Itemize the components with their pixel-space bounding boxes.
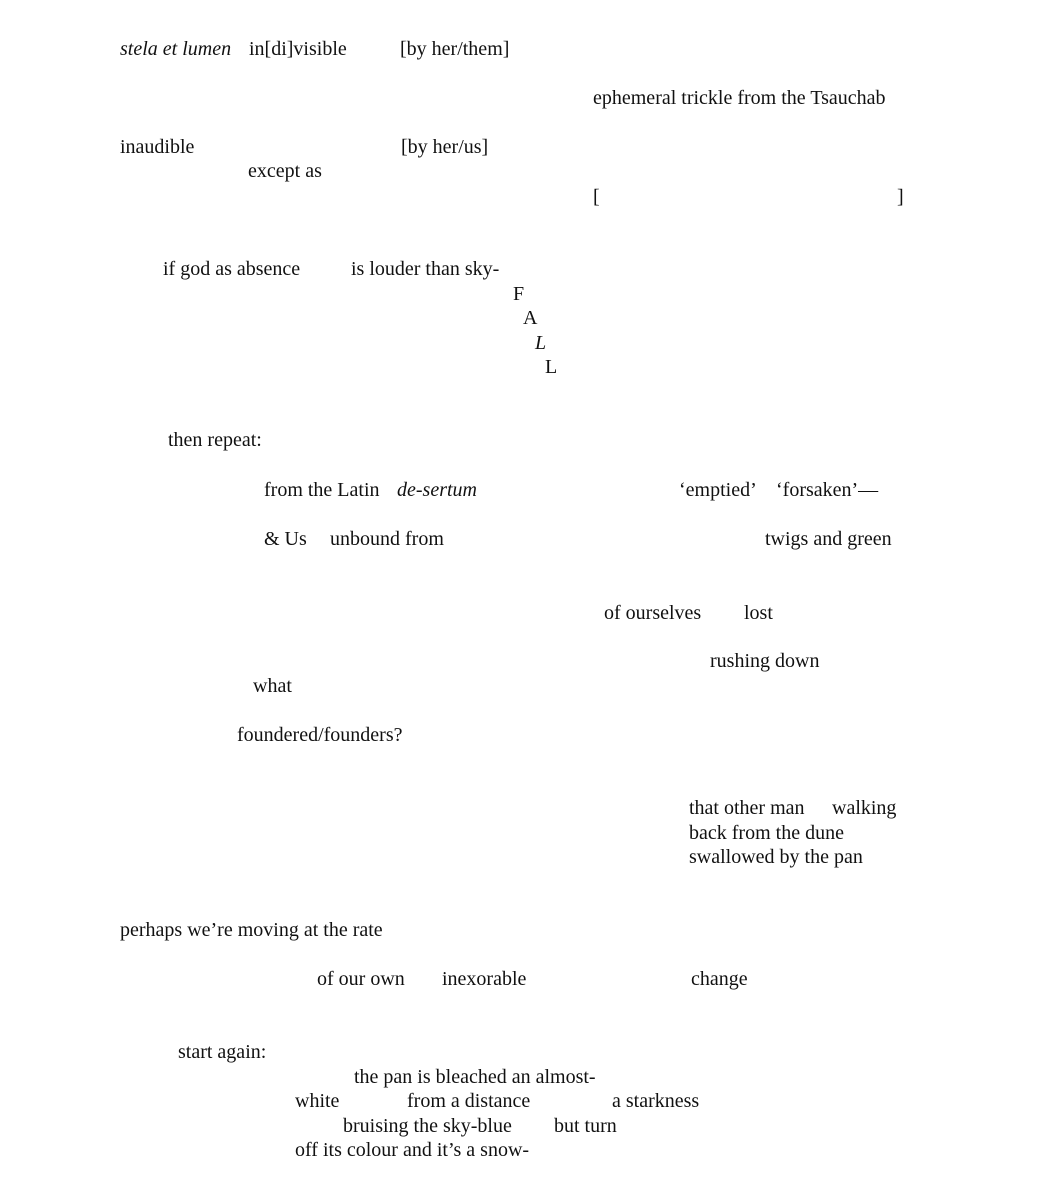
poem-line-from-latin: from the Latin <box>264 479 380 501</box>
poem-line-bruising: bruising the sky-blue <box>343 1115 512 1137</box>
poem-word-walking: walking <box>832 797 897 819</box>
poem-line-perhaps: perhaps we’re moving at the rate <box>120 919 383 941</box>
poem-line-god-absence: if god as absence <box>163 258 301 280</box>
poem-word-what: what <box>253 675 292 697</box>
poem-line-pan-bleached: the pan is bleached an almost- <box>354 1066 596 1088</box>
poem-line-then-repeat: then repeat: <box>168 429 262 451</box>
poem-word-lost: lost <box>744 602 773 624</box>
poem-line-but-turn: but turn <box>554 1115 617 1137</box>
poem-line-distance: from a distance <box>407 1090 531 1112</box>
poem-word-white: white <box>295 1090 340 1112</box>
poem-line-start-again: start again: <box>178 1041 267 1063</box>
poem-line-ourselves: of ourselves <box>604 602 702 624</box>
poem-close-bracket: ] <box>897 186 904 208</box>
poem-bracket-her-them: [by her/them] <box>400 38 510 60</box>
poem-line-swallowed: swallowed by the pan <box>689 846 863 868</box>
poem-line-snow: off its colour and it’s a snow- <box>295 1139 530 1161</box>
poem-line-back-dune: back from the dune <box>689 822 844 844</box>
poem-line-starkness: a starkness <box>612 1090 700 1112</box>
poem-open-bracket: [ <box>593 186 600 208</box>
poem-word-and-us: & Us <box>264 528 307 550</box>
poem-line-other-man: that other man <box>689 797 805 819</box>
poem-line-trickle: ephemeral trickle from the Tsauchab <box>593 87 886 109</box>
poem-word-indivisible: in[di]visible <box>249 38 347 60</box>
poem-fall-l: L <box>545 356 558 378</box>
poem-line-rushing: rushing down <box>710 650 820 672</box>
poem-line-of-our-own: of our own <box>317 968 405 990</box>
poem-word-change: change <box>691 968 748 990</box>
poem-line-louder-sky: is louder than sky- <box>351 258 500 280</box>
poem-fall-f: F <box>513 283 525 305</box>
poem-word-forsaken: ‘forsaken’— <box>776 479 879 501</box>
poem-word-inaudible: inaudible <box>120 136 195 158</box>
poem-title-latin: stela et lumen <box>120 38 232 60</box>
poem-line-twigs: twigs and green <box>765 528 892 550</box>
poem-fall-a: A <box>523 307 538 329</box>
poem-word-desertum: de-sertum <box>397 479 477 501</box>
poem-line-unbound: unbound from <box>330 528 444 550</box>
poem-line-except-as: except as <box>248 160 322 182</box>
poem-word-emptied: ‘emptied’ <box>679 479 757 501</box>
poem-fall-l-italic: L <box>535 332 547 354</box>
poem-bracket-her-us: [by her/us] <box>401 136 489 158</box>
poem-word-inexorable: inexorable <box>442 968 527 990</box>
poem-line-foundered: foundered/founders? <box>237 724 403 746</box>
